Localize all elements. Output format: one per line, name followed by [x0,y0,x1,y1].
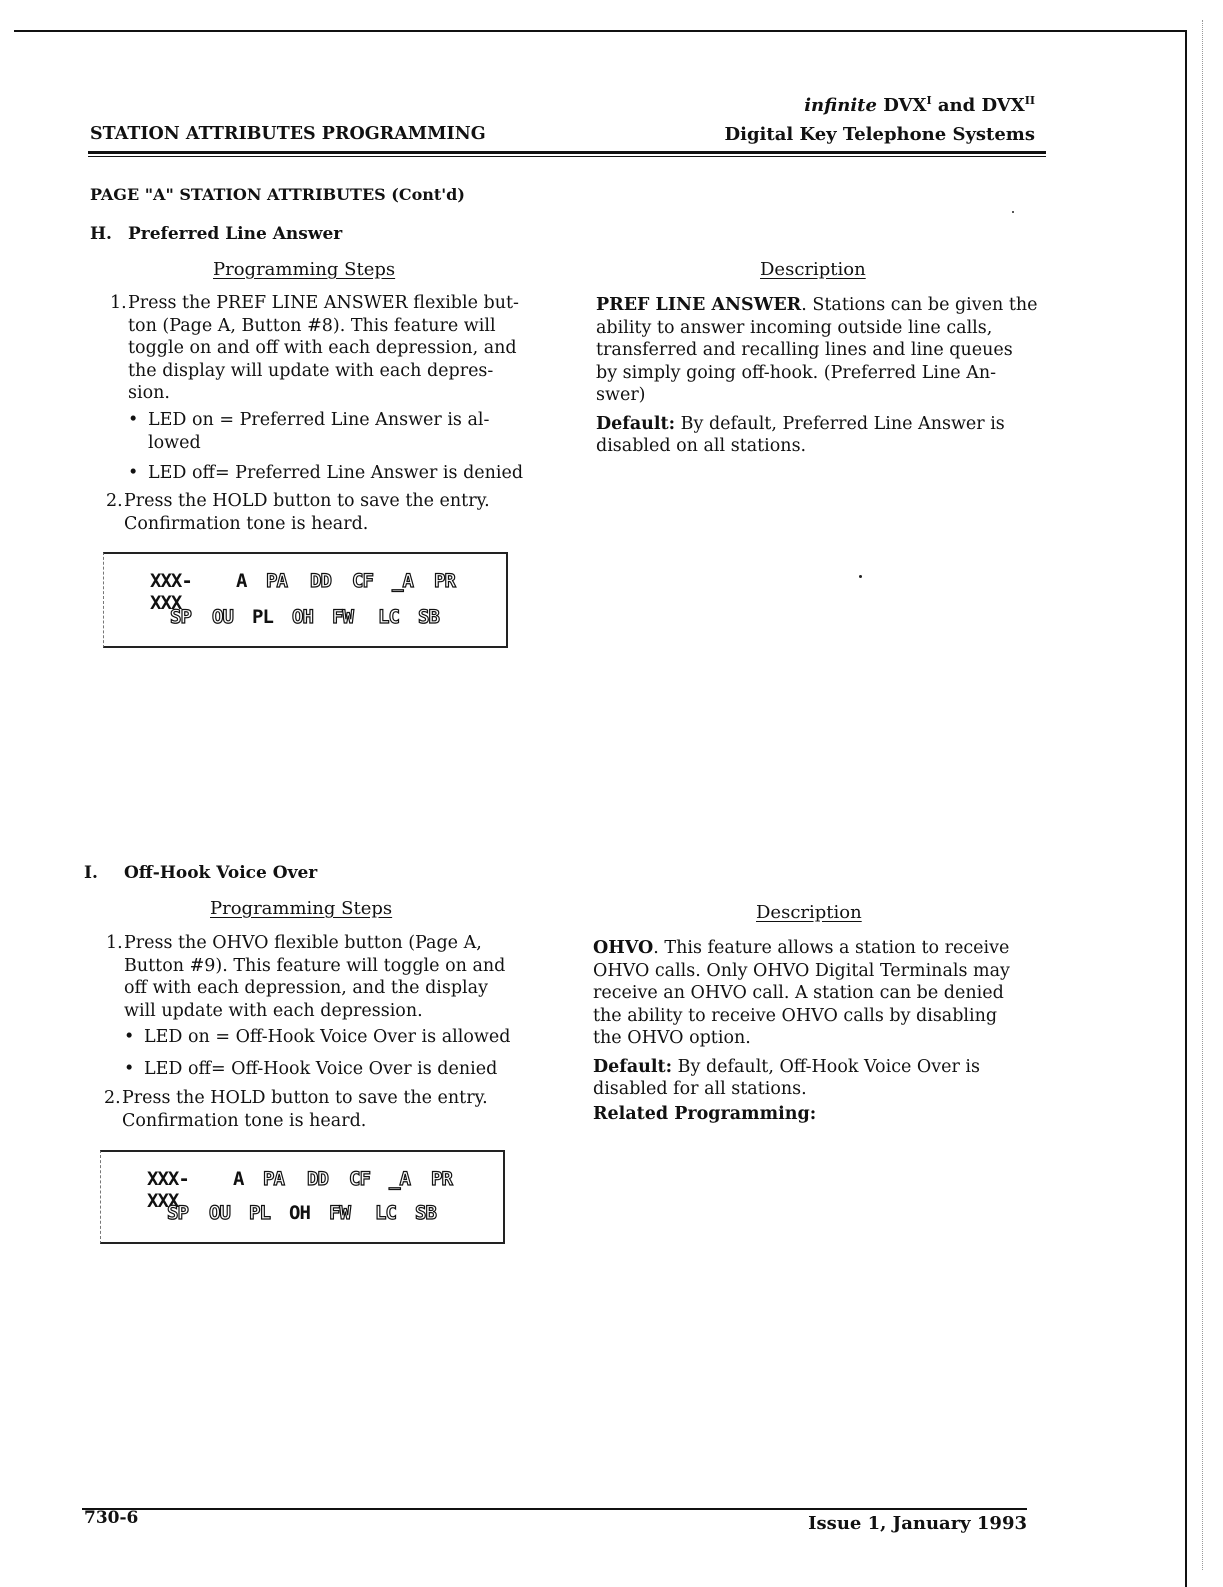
issue-date: Issue 1, January 1993 [808,1513,1027,1534]
line: sion. [128,383,170,403]
section-i-title: Off-Hook Voice Over [124,863,318,883]
lcd-cell: OH [289,1202,310,1224]
desc-line: transferred and recalling lines and line queues [596,340,1013,360]
section-h-description [596,294,1041,458]
step-number: 2. [106,491,123,511]
desc-line: by simply going off-hook. (Preferred Line An- [596,362,997,383]
desc-keyword: OHVO [593,938,654,958]
header-rule [88,151,1046,154]
line: will update with each depression. [124,1000,423,1021]
section-i-steps-heading: Programming Steps [210,898,393,919]
lcd-cell: XXX-XXX [150,570,192,614]
step-number: 1. [106,933,123,953]
lcd-cell: A [233,1168,244,1190]
step-number: 1. [110,293,127,313]
step-text [128,292,540,405]
line: LED off= Off-Hook Voice Over is denied [144,1059,498,1079]
lcd-cell: _A [392,570,413,592]
bullet-dot: • [128,463,139,483]
line: Button #9). This feature will toggle on and [124,955,506,976]
step-2 [106,490,540,535]
lcd-cell: OU [212,606,233,628]
footer-rule [82,1508,1027,1510]
line: lowed [148,432,201,453]
section-h-desc-heading: Description [760,259,866,280]
brand-dvx1: DVX [883,95,927,116]
lcd-cell: XXX-XXX [147,1168,189,1212]
line: Confirmation tone is heard. [124,513,369,534]
default-line [596,413,1041,436]
brand-italic: infinite [804,95,877,116]
brand-sup1: I [926,94,932,107]
default-line [593,1056,1038,1079]
desc-line [596,294,1041,317]
desc-line: the ability to receive OHVO calls by disabling [593,1005,998,1026]
scan-speck [1012,211,1014,213]
section-i-letter: I. [84,863,98,883]
lcd-cell: OU [209,1202,230,1224]
step-text [122,1087,536,1132]
lcd-cell: FW [329,1202,350,1224]
lcd-cell: FW [332,606,353,628]
scan-edge [1202,20,1203,1570]
lcd-cell: LC [375,1202,396,1224]
desc-keyword: PREF LINE ANSWER [596,295,802,315]
line: Press the HOLD button to save the entry. [122,1088,488,1108]
lcd-cell: OH [292,606,313,628]
lcd-cell: CF [352,570,373,592]
section-h-letter: H. [90,224,112,244]
desc-line: OHVO calls. Only OHVO Digital Terminals may [593,960,1010,981]
related-programming-label: Related Programming: [593,1103,817,1124]
lcd-cell: A [236,570,247,592]
lcd-cell: PL [249,1202,270,1224]
desc-line: receive an OHVO call. A station can be denied [593,983,1004,1003]
line: Press the OHVO flexible button (Page A, [124,933,482,953]
section-h-title: Preferred Line Answer [128,224,343,244]
line: off with each depression, and the display [124,978,488,998]
default-label: Default: [593,1056,673,1077]
lcd-cell: CF [349,1168,370,1190]
bullet-led-on [124,1026,534,1049]
lcd-display-i [100,1150,505,1244]
lcd-cell: PR [431,1168,452,1190]
step-number: 2. [104,1088,121,1108]
top-border [14,30,1186,32]
bullet-led-off [124,1058,534,1081]
section-i-description [593,937,1038,1125]
line: Press the PREF LINE ANSWER flexible but- [128,293,519,313]
lcd-cell: _A [389,1168,410,1190]
bullet-text [148,462,538,485]
lcd-display-h [103,552,508,648]
bullet-dot: • [124,1027,135,1047]
lcd-cell: PA [266,570,287,592]
line: Press the HOLD button to save the entry. [124,491,490,511]
step-2 [104,1087,536,1132]
header-rule-thin [88,156,1046,157]
default-line: disabled on all stations. [596,436,807,456]
desc-line: the OHVO option. [593,1028,751,1048]
step-1 [106,932,536,1022]
desc-line: ability to answer incoming outside line calls, [596,317,993,338]
lcd-cell: SB [415,1202,436,1224]
lcd-cell: SP [167,1202,188,1224]
line: the display will update with each depres- [128,360,494,381]
brand-sup2: II [1024,94,1035,107]
step-text [124,490,540,535]
lcd-cell: DD [307,1168,328,1190]
page-number: 730-6 [84,1508,139,1528]
step-1 [110,292,540,405]
lcd-cell: SP [170,606,191,628]
line: toggle on and off with each depression, and [128,338,517,358]
header-brand [804,94,1035,116]
lcd-cell: PL [252,606,273,628]
line: Confirmation tone is heard. [122,1110,367,1131]
default-line: disabled for all stations. [593,1079,807,1099]
page-subtitle: PAGE "A" STATION ATTRIBUTES (Cont'd) [90,185,465,204]
brand-and: and DVX [937,95,1025,116]
lcd-cell: DD [310,570,331,592]
bullet-led-off [128,462,538,485]
lcd-cell: PR [434,570,455,592]
line: LED on = Off-Hook Voice Over is allowed [144,1027,511,1047]
desc-text: . This feature allows a station to receive [653,938,1010,958]
desc-text: . Stations can be given the [801,295,1038,315]
desc-line: swer) [596,385,646,405]
default-text: By default, Preferred Line Answer is [675,413,1005,434]
bullet-text [144,1026,534,1049]
scan-speck [859,575,862,578]
section-h-steps-heading: Programming Steps [213,259,396,280]
line: LED off= Preferred Line Answer is denied [148,463,524,483]
right-border [1185,30,1187,1587]
bullet-text [144,1058,534,1081]
lcd-cell: LC [378,606,399,628]
section-i-desc-heading: Description [756,902,862,923]
header-section-title: STATION ATTRIBUTES PROGRAMMING [90,124,486,144]
line: LED on = Preferred Line Answer is al- [148,410,490,430]
step-text [124,932,536,1022]
desc-line [593,937,1038,960]
header-subtitle: Digital Key Telephone Systems [724,124,1035,145]
default-label: Default: [596,413,676,434]
bullet-led-on [128,409,538,454]
line: ton (Page A, Button #8). This feature will [128,315,496,336]
bullet-text [148,409,538,454]
lcd-cell: SB [418,606,439,628]
lcd-cell: PA [263,1168,284,1190]
bullet-dot: • [128,410,139,430]
default-text: By default, Off-Hook Voice Over is [672,1056,981,1077]
bullet-dot: • [124,1059,135,1079]
